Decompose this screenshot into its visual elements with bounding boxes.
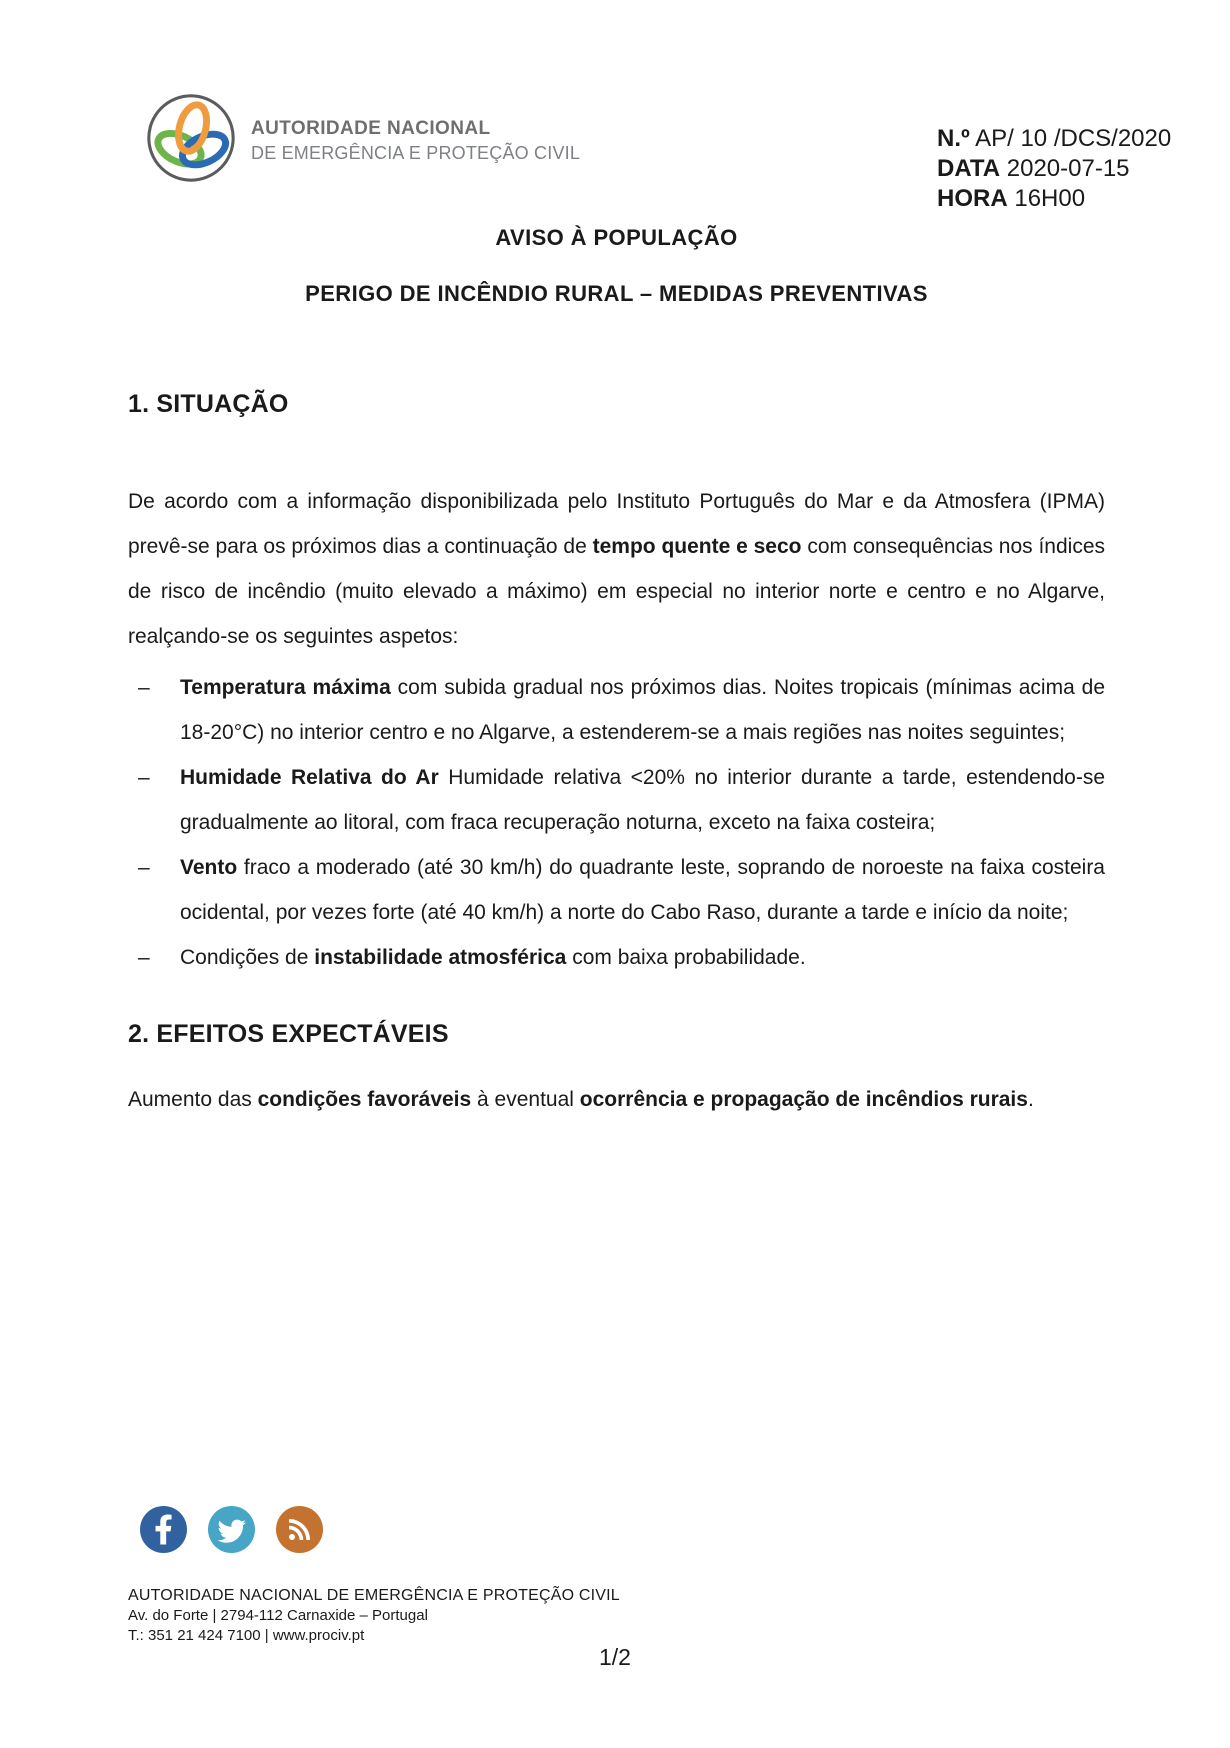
- bullet-dash: –: [138, 946, 150, 969]
- bullet-instabilidade: [128, 935, 1105, 980]
- sub-title: PERIGO DE INCÊNDIO RURAL – MEDIDAS PREVENTIVAS: [305, 281, 928, 306]
- footer-address: Av. do Forte | 2794-112 Carnaxide – Portugal: [128, 1607, 428, 1624]
- main-title: AVISO À POPULAÇÃO: [495, 225, 738, 250]
- bullet-dash: –: [138, 766, 150, 789]
- section1-heading: 1. SITUAÇÃO: [128, 390, 289, 418]
- bullet-instabilidade-text: Condições de instabilidade atmosférica com baixa probabilidade.: [180, 946, 806, 969]
- logo-org-line2: DE EMERGÊNCIA E PROTEÇÃO CIVIL: [251, 143, 581, 163]
- bullet-temperatura-text: Temperatura máxima com subida gradual nos próximos dias. Noites tropicais (mínimas acima de 18-20°C) no interior centro e no Algarve, a estenderem-se a mais regiões nas noites seguintes;: [180, 676, 1105, 744]
- situation-bullet-list: [128, 665, 1105, 980]
- doc-number-label: N.º: [937, 125, 970, 152]
- document-body: [128, 0, 1105, 1122]
- bullet-temperatura: [128, 665, 1105, 755]
- facebook-button[interactable]: [140, 1506, 187, 1553]
- bullet-dash: –: [138, 676, 150, 699]
- bullet-vento: [128, 845, 1105, 935]
- page-number: 1/2: [599, 1644, 631, 1670]
- social-links: [140, 1506, 323, 1553]
- twitter-button[interactable]: [208, 1506, 255, 1553]
- rss-icon: [276, 1506, 323, 1553]
- section1-intro-paragraph: De acordo com a informação disponibilizada pelo Instituto Português do Mar e da Atmosfera (IPMA) prevê-se para os próximos dias a continuação de tempo quente e seco com consequências nos índices de risco de incêndio (muito elevado a máximo) em especial no interior norte e centro e no Algarve, realçando-se os seguintes aspetos:: [128, 490, 1106, 648]
- doc-hour-label: HORA: [937, 185, 1008, 212]
- section2-heading: 2. EFEITOS EXPECTÁVEIS: [128, 1020, 449, 1048]
- bullet-humidade: [128, 755, 1105, 845]
- footer-contact-block: [128, 1586, 620, 1646]
- bullet-humidade-text: Humidade Relativa do Ar Humidade relativa <20% no interior durante a tarde, estendendo-se gradualmente ao litoral, com fraca recuperação noturna, exceto na faixa costeira;: [180, 766, 1106, 834]
- bullet-vento-text: Vento fraco a moderado (até 30 km/h) do quadrante leste, soprando de noroeste na faixa costeira ocidental, por vezes forte (até 40 km/h) a norte do Cabo Raso, durante a tarde e início da noite;: [180, 856, 1105, 924]
- doc-date-value: 2020-07-15: [1006, 155, 1130, 182]
- footer-phone-website: T.: 351 21 424 7100 | www.prociv.pt: [128, 1627, 365, 1644]
- footer-org-name: AUTORIDADE NACIONAL DE EMERGÊNCIA E PROTEÇÃO CIVIL: [128, 1587, 620, 1604]
- facebook-icon: [140, 1506, 187, 1553]
- doc-hour-value: 16H00: [1014, 185, 1086, 212]
- doc-number-value: AP/ 10 /DCS/2020: [975, 125, 1172, 152]
- rss-button[interactable]: [276, 1506, 323, 1553]
- logo-org-line1: AUTORIDADE NACIONAL: [251, 118, 491, 139]
- section2-paragraph: Aumento das condições favoráveis à eventual ocorrência e propagação de incêndios rurais.: [128, 1088, 1034, 1111]
- bullet-dash: –: [138, 856, 150, 879]
- doc-date-label: DATA: [937, 155, 1001, 182]
- twitter-icon: [208, 1506, 255, 1553]
